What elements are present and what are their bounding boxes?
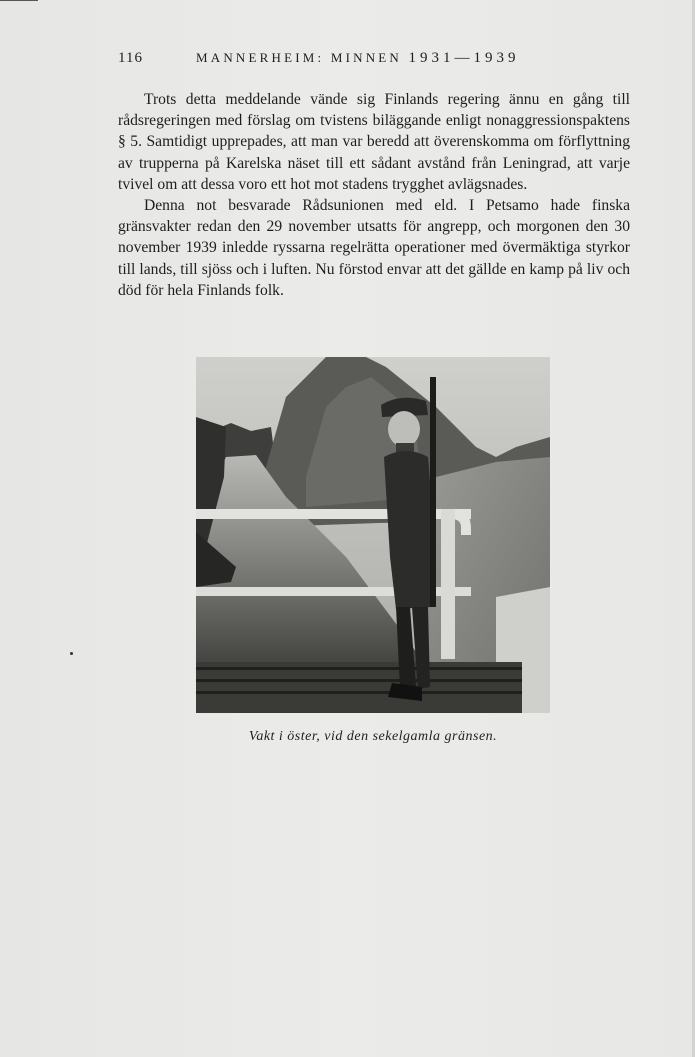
running-header [118,50,628,72]
paragraph: Denna not besvarade Rådsunionen med eld. I Petsamo hade finska gränsvakter redan den 29 november utsatts för angrepp, och morgonen den 30 november 1939 inledde ryssarna regelrätta operationer med övermäktiga styrkor till lands, till sjöss och i luften. Nu förstod envar att det gällde en kamp på liv och död för hela Finlands folk. [118,197,630,299]
figure-caption: Vakt i öster, vid den sekelgamla gränsen. [248,729,498,744]
photograph-guard-at-border [196,357,550,713]
running-title-text: MANNERHEIM: MINNEN [196,50,403,65]
running-title-years: 1931—1939 [408,50,520,66]
page-number: 116 [118,50,143,66]
running-title [196,50,519,67]
scan-edge-line [0,0,38,1]
scan-speck [70,652,73,655]
paragraph: Trots detta meddelande vände sig Finlands regering ännu en gång till rådsregeringen med förslag om tvistens biläggande enligt nonaggressionspaktens § 5. Samtidigt upprepades, att man var beredd att överenskomma om förflyttning av trupperna på Karelska näset till ett sådant avstånd från Leningrad, att varje tvivel om att dessa voro ett hot mot stadens trygghet avlägsnades. [118,91,630,193]
body-text [118,89,630,301]
